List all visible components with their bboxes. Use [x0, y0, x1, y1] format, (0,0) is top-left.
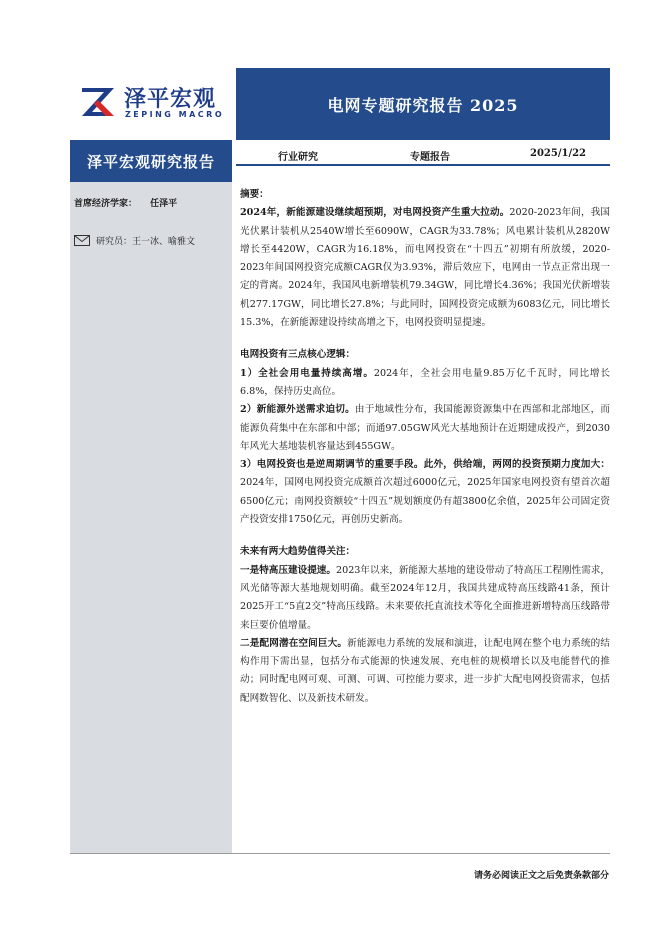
logic-item-3	[240, 456, 610, 529]
logic-heading: 电网投资有三点核心逻辑：	[240, 349, 356, 361]
logic-item-2-lead: 2）新能源外送需求迫切。	[240, 404, 355, 416]
logic-item-3-bold: 此外，供给端，两网的投资预期力度加大：	[423, 459, 610, 471]
report-body	[240, 186, 610, 708]
zeping-logo-icon	[78, 82, 118, 122]
trend-item-2-lead: 二是配网潜在空间巨大。	[240, 637, 348, 649]
meta-category: 行业研究	[278, 152, 318, 163]
economist-label: 首席经济学家：	[74, 199, 138, 209]
summary-lead: 2024年，新能源建设继续超预期，对电网投资产生重大拉动。	[240, 207, 510, 219]
sidebar-banner	[70, 140, 232, 182]
summary-text: 2020-2023年间，我国光伏累计装机从2540W增长至6090W，CAGR为33.78%；风电累计装机从2820W增长至4420W，CAGR为16.18%，而电网投资在“十四五”初期有所放缓，2020-2023年间国网投资完成额CAGR仅为3.93%，滞后效应下，电网由一节点正常出现一定的背离。2024年，我国风电新增装机79.34GW，同比增长4.36%；我国光伏新增装机277.17GW，同比增长27.8%；与此同时，国网投资完成额为6083亿元，同比增长15.3%，在新能源建设持续高增之下，电网投资明显提速。	[240, 207, 610, 329]
meta-date: 2025/1/22	[530, 148, 587, 159]
trend-item-1-text: 2023年以来，新能源大基地的建设带动了特高压工程刚性需求，风光储等源大基地规划明确。截至2024年12月，我国共建成特高压线路41条，预计2025开工“5直2交”特高压线路。未来要依托直流技术等化全面推进新增特高压线路带来巨要价值增量。	[240, 564, 610, 631]
chief-economist	[74, 196, 177, 209]
sidebar-panel	[70, 182, 232, 853]
logic-item-3-text: 2024年，国网电网投资完成额首次超过6000亿元，2025年国家电网投资有望首次超6500亿元；南网投资额较“十四五”规划额度仍有超3800亿余值，2025年公司固定资产投资安排1750亿元，再创历史新高。	[240, 477, 610, 526]
summary-paragraph	[240, 204, 610, 332]
brand-name-en: ZEPING MACRO	[125, 110, 225, 119]
trend-item-2-text: 新能源电力系统的发展和演进，让配电网在整个电力系统的结构作用下需出显，包括分布式能源的快速发展、充电桩的规模增长以及电能替代的推动；同时配电网可观、可测、可调、可控能力要求，进一步扩大配电网投资需求，包括配网数智化、以及新技术研发。	[240, 637, 611, 704]
economist-name: 任泽平	[150, 199, 178, 209]
sidebar-banner-text: 泽平宏观研究报告	[86, 152, 215, 171]
brand-logo	[70, 74, 230, 134]
summary-heading: 摘要：	[240, 189, 269, 200]
trend-item-1	[240, 562, 610, 635]
report-title: 电网专题研究报告 2025	[327, 95, 519, 115]
trend-item-1-lead: 一是特高压建设提速。	[240, 564, 336, 576]
researcher-names: 研究员：王一冰、喻雅文	[96, 237, 196, 247]
logic-item-1	[240, 365, 610, 402]
logic-item-2	[240, 401, 610, 456]
trends-heading: 未来有两大趋势值得关注：	[240, 546, 356, 558]
meta-type: 专题报告	[410, 152, 450, 163]
footer-disclaimer: 请务必阅读正文之后免责条款部分	[473, 871, 609, 881]
researchers	[74, 234, 195, 247]
trend-item-2	[240, 635, 610, 708]
logic-item-1-text: 2024年，全社会用电量9.85万亿千瓦时，同比增长6.8%，保持历史高位。	[240, 367, 610, 397]
logic-item-1-lead: 1）全社会用电量持续高增。	[240, 367, 374, 379]
brand-name: 泽平宏观	[124, 87, 217, 112]
logic-item-2-text: 由于地域性分布，我国能源资源集中在西部和北部地区，而能源负荷集中在东部和中部；而通97.05GW风光大基地预计在近期建成投产，到2030年风光大基地装机容量达到455GW。	[240, 404, 610, 452]
report-title-bar	[236, 68, 610, 140]
meta-divider	[236, 164, 610, 166]
logic-item-3-lead: 3）电网投资也是逆周期调节的重要手段。	[240, 459, 424, 471]
footer-divider	[70, 853, 610, 854]
mail-icon	[74, 235, 90, 246]
